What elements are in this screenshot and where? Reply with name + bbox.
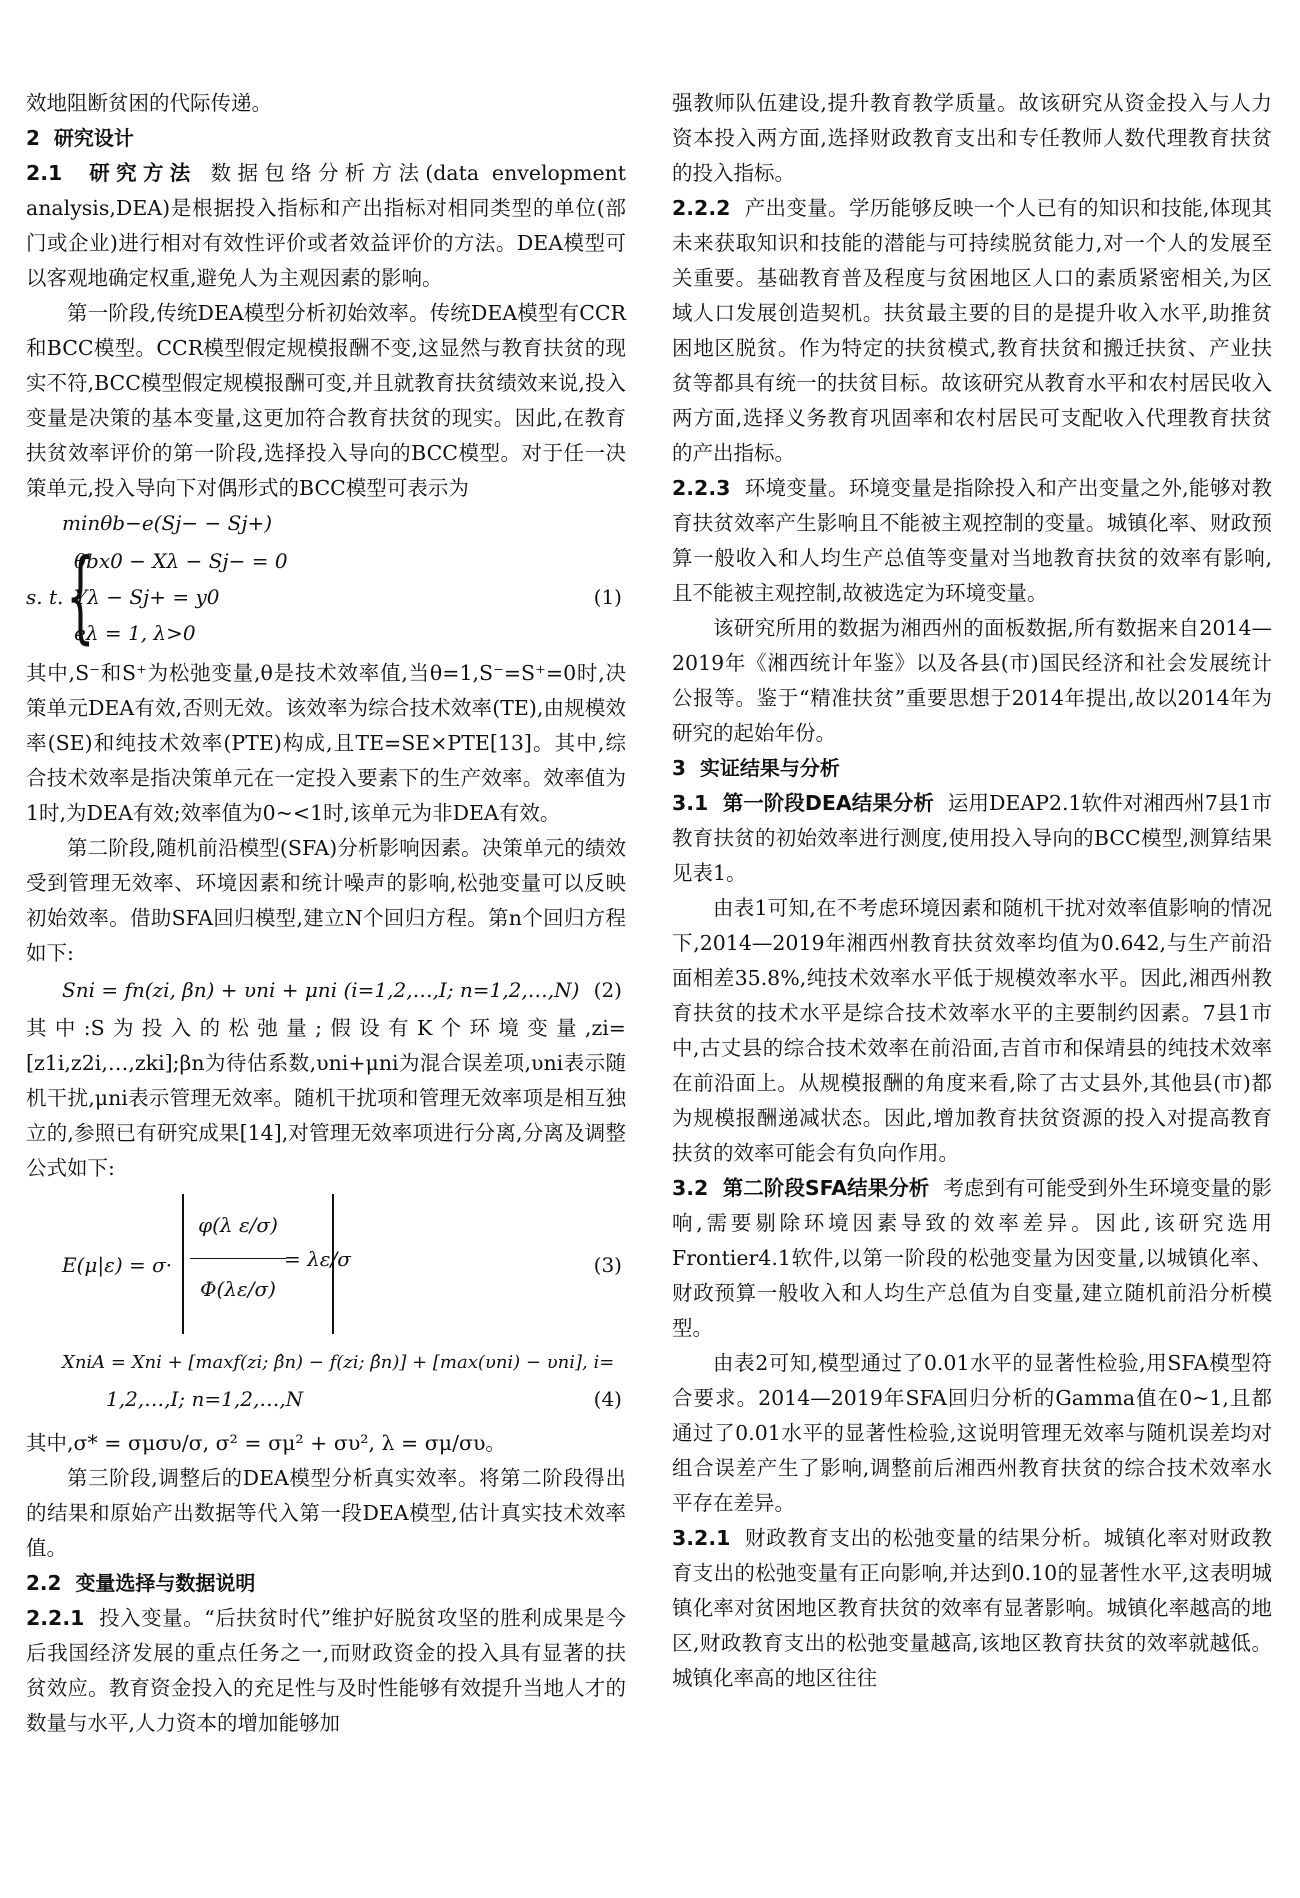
paragraph: 效地阻断贫困的代际传递。 xyxy=(26,91,272,115)
section-heading-2-2 xyxy=(26,1566,626,1601)
paragraph: 其中:S为投入的松弛量;假设有K个环境变量,zi=[z1i,z2i,…,zki];βn为待估系数,υni+μni为混合误差项,υni表示随机干扰,μni表示管理无效率。随机干扰项和管理无效率项是相互独立的,参照已有研究成果[14],对管理无效率项进行分离,分离及调整公式如下: xyxy=(26,1016,626,1180)
left-column xyxy=(26,86,626,1741)
paragraph-2-2-1 xyxy=(26,1601,626,1741)
paragraph-3-2 xyxy=(672,1171,1272,1346)
formula-line: θbx0 − Xλ − Sj− = 0 xyxy=(74,549,288,573)
paragraph-text: 运用DEAP2.1软件对湘西州7县1市教育扶贫的初始效率进行测度,使用投入导向的BCC模型,测算结果见表1。 xyxy=(672,791,1273,885)
paragraph-3-2-1 xyxy=(672,1521,1272,1696)
formula-1 xyxy=(26,506,626,656)
paragraph-text: 投入变量。“后扶贫时代”维护好脱贫攻坚的胜利成果是今后我国经济发展的重点任务之一,而财政资金的投入具有显著的扶贫效应。教育资金投入的充足性与及时性能够有效提升当地人才的数量与水平,人力资本的增加能够加 xyxy=(26,1606,626,1735)
brace-symbol: { xyxy=(66,537,95,654)
right-column xyxy=(672,86,1272,1696)
paragraph: 强教师队伍建设,提升教育教学质量。故该研究从资金投入与人力资本投入两方面,选择财政教育支出和专任教师人数代理教育扶贫的投入指标。 xyxy=(672,91,1272,185)
paragraph-3-1 xyxy=(672,786,1272,891)
equation-number: (1) xyxy=(593,585,622,609)
paragraph: 由表2可知,模型通过了0.01水平的显著性检验,用SFA模型符合要求。2014—2019年SFA回归分析的Gamma值在0~1,且都通过了0.01水平的显著性检验,这说明管理无效率与随机误差均对组合误差产生了影响,调整前后湘西州教育扶贫的综合技术效率水平存在差异。 xyxy=(672,1351,1272,1515)
paragraph-2-2-2 xyxy=(672,191,1272,471)
section-title: 研究设计 xyxy=(53,126,134,150)
subsection-heading-2-1 xyxy=(26,161,197,185)
subsection-number: 3.2.1 xyxy=(672,1526,731,1550)
formula-line: Sni = fn(zi, βn) + υni + μni (i=1,2,…,I; n=1,2,…,N) xyxy=(62,978,580,1002)
subsection-heading-3-1 xyxy=(672,791,934,815)
formula-denominator: Φ(λε/σ) xyxy=(200,1277,276,1301)
subsection-heading-3-2 xyxy=(672,1176,929,1200)
subsection-title: 第二阶段SFA结果分析 xyxy=(722,1176,930,1200)
formula-lhs: E(μ|ε) = σ· xyxy=(62,1253,173,1277)
section-number: 2 xyxy=(26,126,40,150)
paragraph: 由表1可知,在不考虑环境因素和随机干扰对效率值影响的情况下,2014—2019年湘西州教育扶贫效率均值为0.642,与生产前沿面相差35.8%,纯技术效率水平低于规模效率水平。因此,湘西州教育扶贫的技术水平是综合技术效率水平的主要制约因素。7县1市中,古丈县的综合技术效率在前沿面,吉首市和保靖县的纯技术效率在前沿面上。从规模报酬的角度来看,除了古丈县外,其他县(市)都为规模报酬递减状态。因此,增加教育扶贫资源的投入对提高教育扶贫的效率可能会有负向作用。 xyxy=(672,896,1272,1165)
paragraph: 其中,S⁻和S⁺为松弛变量,θ是技术效率值,当θ=1,S⁻=S⁺=0时,决策单元DEA有效,否则无效。该效率为综合技术效率(TE),由规模效率(SE)和纯技术效率(PTE)构成,且TE=SE×PTE[13]。其中,综合技术效率是指决策单元在一定投入要素下的生产效率。效率值为1时,为DEA有效;效率值为0~<1时,该单元为非DEA有效。 xyxy=(26,661,626,825)
formula-3 xyxy=(26,1186,626,1346)
subsection-number: 2.2.3 xyxy=(672,476,731,500)
formula-4 xyxy=(26,1346,626,1426)
equation-number: (2) xyxy=(593,978,622,1002)
paragraph: 该研究所用的数据为湘西州的面板数据,所有数据来自2014—2019年《湘西统计年鉴》以及各县(市)国民经济和社会发展统计公报等。鉴于“精准扶贫”重要思想于2014年提出,故以2014年为研究的起始年份。 xyxy=(672,616,1272,745)
paragraph-text: 考虑到有可能受到外生环境变量的影响,需要剔除环境因素导致的效率差异。因此,该研究选用Frontier4.1软件,以第一阶段的松弛变量为因变量,以城镇化率、财政预算一般收入和人均生产总值为自变量,建立随机前沿分析模型。 xyxy=(672,1176,1272,1340)
subsection-number: 3.2 xyxy=(672,1176,709,1200)
subsection-number: 2.2.1 xyxy=(26,1606,85,1630)
subsection-number: 2.2.2 xyxy=(672,196,731,220)
formula-st: s. t. xyxy=(26,585,64,609)
section-heading-3 xyxy=(672,751,1272,786)
section-title: 实证结果与分析 xyxy=(699,756,840,780)
paragraph-text: 数据包络分析方法(data envelopment analysis,DEA)是根据投入指标和产出指标对相同类型的单位(部门或企业)进行相对有效性评价或者效益评价的方法。DEA模型可以客观地确定权重,避免人为主观因素的影响。 xyxy=(26,161,627,290)
subsection-title: 第一阶段DEA结果分析 xyxy=(722,791,934,815)
section-number: 2.2 xyxy=(26,1571,62,1595)
paragraph-2-2-3 xyxy=(672,471,1272,611)
paragraph-text: 产出变量。学历能够反映一个人已有的知识和技能,体现其未来获取知识和技能的潜能与可持续脱贫能力,对一个人的发展至关重要。基础教育普及程度与贫困地区人口的素质紧密相关,为区域人口发展创造契机。扶贫最主要的目的是提升收入水平,助推贫困地区脱贫。作为特定的扶贫模式,教育扶贫和搬迁扶贫、产业扶贫等都具有统一的扶贫目标。故该研究从教育水平和农村居民收入两方面,选择义务教育巩固率和农村居民可支配收入代理教育扶贫的产出指标。 xyxy=(672,196,1272,465)
equation-number: (3) xyxy=(593,1253,622,1277)
paragraph: 第一阶段,传统DEA模型分析初始效率。传统DEA模型有CCR和BCC模型。CCR模型假定规模报酬不变,这显然与教育扶贫的现实不符,BCC模型假定规模报酬可变,并且就教育扶贫绩效来说,投入变量是决策的基本变量,这更加符合教育扶贫的现实。因此,在教育扶贫效率评价的第一阶段,选择投入导向的BCC模型。对于任一决策单元,投入导向下对偶形式的BCC模型可表示为 xyxy=(26,301,626,500)
formula-line: XniA = Xni + [maxf(zi; β̂n) − f(zi; β̂n)] + [max(υni) − υni], i= xyxy=(62,1352,615,1373)
paragraph-2-1 xyxy=(26,156,626,296)
section-title: 变量选择与数据说明 xyxy=(75,1571,256,1595)
formula-numerator: φ(λ ε/σ) xyxy=(198,1213,278,1237)
section-number: 3 xyxy=(672,756,686,780)
section-heading-2 xyxy=(26,121,626,156)
subsection-title: 研究方法 xyxy=(89,161,197,185)
paragraph: 第三阶段,调整后的DEA模型分析真实效率。将第二阶段得出的结果和原始产出数据等代入第一段DEA模型,估计真实技术效率值。 xyxy=(26,1466,626,1560)
formula-line: eλ = 1, λ>0 xyxy=(74,621,196,645)
equation-number: (4) xyxy=(593,1387,622,1411)
subsection-number: 3.1 xyxy=(672,791,709,815)
bracket-box xyxy=(182,1194,351,1334)
formula-line: minθb−e(Sj− − Sj+) xyxy=(62,511,273,535)
paragraph-text: 环境变量。环境变量是指除投入和产出变量之外,能够对教育扶贫效率产生影响且不能被主观控制的变量。城镇化率、财政预算一般收入和人均生产总值等变量对当地教育扶贫的效率有影响,且不能被主观控制,故被选定为环境变量。 xyxy=(672,476,1272,605)
paragraph-text: 财政教育支出的松弛变量的结果分析。城镇化率对财政教育支出的松弛变量有正向影响,并达到0.10的显著性水平,这表明城镇化率对贫困地区教育扶贫的效率有显著影响。城镇化率越高的地区,财政教育支出的松弛变量越高,该地区教育扶贫的效率就越低。城镇化率高的地区往往 xyxy=(672,1526,1272,1690)
fraction-line xyxy=(190,1258,286,1259)
formula-rhs: = λε/σ xyxy=(284,1247,351,1271)
formula-line: Yλ − Sj+ = y0 xyxy=(74,585,220,609)
paragraph: 其中,σ* = σμσυ/σ, σ² = σμ² + συ², λ = σμ/συ。 xyxy=(26,1431,506,1455)
formula-line: 1,2,…,I; n=1,2,…,N xyxy=(106,1387,304,1411)
paragraph: 第二阶段,随机前沿模型(SFA)分析影响因素。决策单元的绩效受到管理无效率、环境因素和统计噪声的影响,松弛变量可以反映初始效率。借助SFA回归模型,建立N个回归方程。第n个回归方程如下: xyxy=(26,836,626,965)
subsection-number: 2.1 xyxy=(26,161,63,185)
formula-2 xyxy=(26,971,626,1011)
